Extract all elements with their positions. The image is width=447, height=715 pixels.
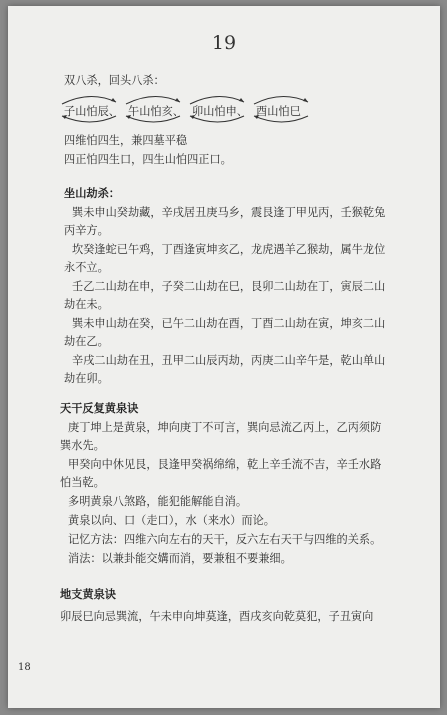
footer-page-number: 18 (18, 662, 31, 673)
arrow-label-2: 午山怕亥、 (128, 105, 184, 118)
tiangan-line-8: 消法：以兼卦能交媾而消，要兼租不要兼细。 (68, 552, 292, 565)
zuoshan-line-7: 巽未申山劫在癸，已午二山劫在酉，丁酉二山劫在寅，坤亥二山 (72, 317, 386, 330)
arrowhead-5 (239, 98, 244, 102)
section-title-zuoshan: 坐山劫杀： (64, 186, 120, 200)
zuoshan-line-5: 壬乙二山劫在申，子癸二山劫在巳，艮卯二山劫在丁，寅辰二山 (72, 280, 386, 293)
book-page (8, 6, 440, 708)
tiangan-line-6: 黄泉以向、口（走口），水（来水）而论。 (68, 514, 275, 527)
zuoshan-line-8: 劫在乙。 (64, 335, 109, 348)
zuoshan-line-2: 丙辛方。 (64, 224, 109, 237)
intro-line-1: 双八杀，回头八杀： (64, 74, 165, 87)
section-title-tiangan: 天干反复黄泉诀 (60, 401, 139, 415)
page-number: 19 (211, 32, 237, 54)
arrow-label-1: 子山怕辰、 (64, 105, 120, 118)
zuoshan-line-1: 巽未申山癸劫藏，辛戌居丑庚马乡，震艮逢丁甲见丙，壬猴乾兔 (72, 206, 386, 219)
section-title-dizhi: 地支黄泉诀 (60, 587, 116, 601)
zuoshan-line-6: 劫在未。 (64, 298, 109, 311)
tiangan-line-1: 庚丁坤上是黄泉，坤向庚丁不可言，巽向忌流乙丙上，乙丙须防 (68, 421, 382, 434)
zuoshan-line-10: 劫在卯。 (64, 372, 109, 385)
zuoshan-line-9: 辛戌二山劫在丑，丑甲二山辰丙劫，丙庚二山辛午是，乾山单山 (72, 354, 386, 367)
tiangan-line-5: 多明黄泉八煞路，能犯能解能自消。 (68, 495, 248, 508)
arrow-label-4: 酉山怕巳 (256, 105, 301, 118)
zuoshan-line-4: 永不立。 (64, 261, 109, 274)
dizhi-line-1: 卯辰巳向忌巽流，午未申向坤莫逢，酉戌亥向乾莫犯，子丑寅向 (60, 610, 374, 623)
tiangan-line-4: 怕当乾。 (60, 476, 105, 489)
tiangan-line-7: 记忆方法：四维六向左右的天干，反六左右天干与四维的关系。 (68, 533, 382, 546)
zuoshan-line-3: 坎癸逢蛇已午鸡，丁酉逢寅坤亥乙，龙虎遇羊乙猴劫，属牛龙位 (72, 243, 386, 256)
tiangan-line-3: 甲癸向中休见艮，艮逢甲癸祸绵绵，乾上辛壬流不吉，辛壬水路 (68, 458, 382, 471)
arrow-label-3: 卯山怕申、 (192, 105, 248, 118)
arrowhead-1 (111, 98, 116, 102)
tiangan-line-2: 巽水先。 (60, 439, 105, 452)
arrowhead-7 (303, 98, 308, 102)
intro-line-2: 四维怕四生，兼四墓平稳 (64, 134, 188, 147)
intro-line-3: 四正怕四生口，四生山怕四正口。 (64, 153, 232, 166)
arrowhead-3 (175, 98, 180, 102)
